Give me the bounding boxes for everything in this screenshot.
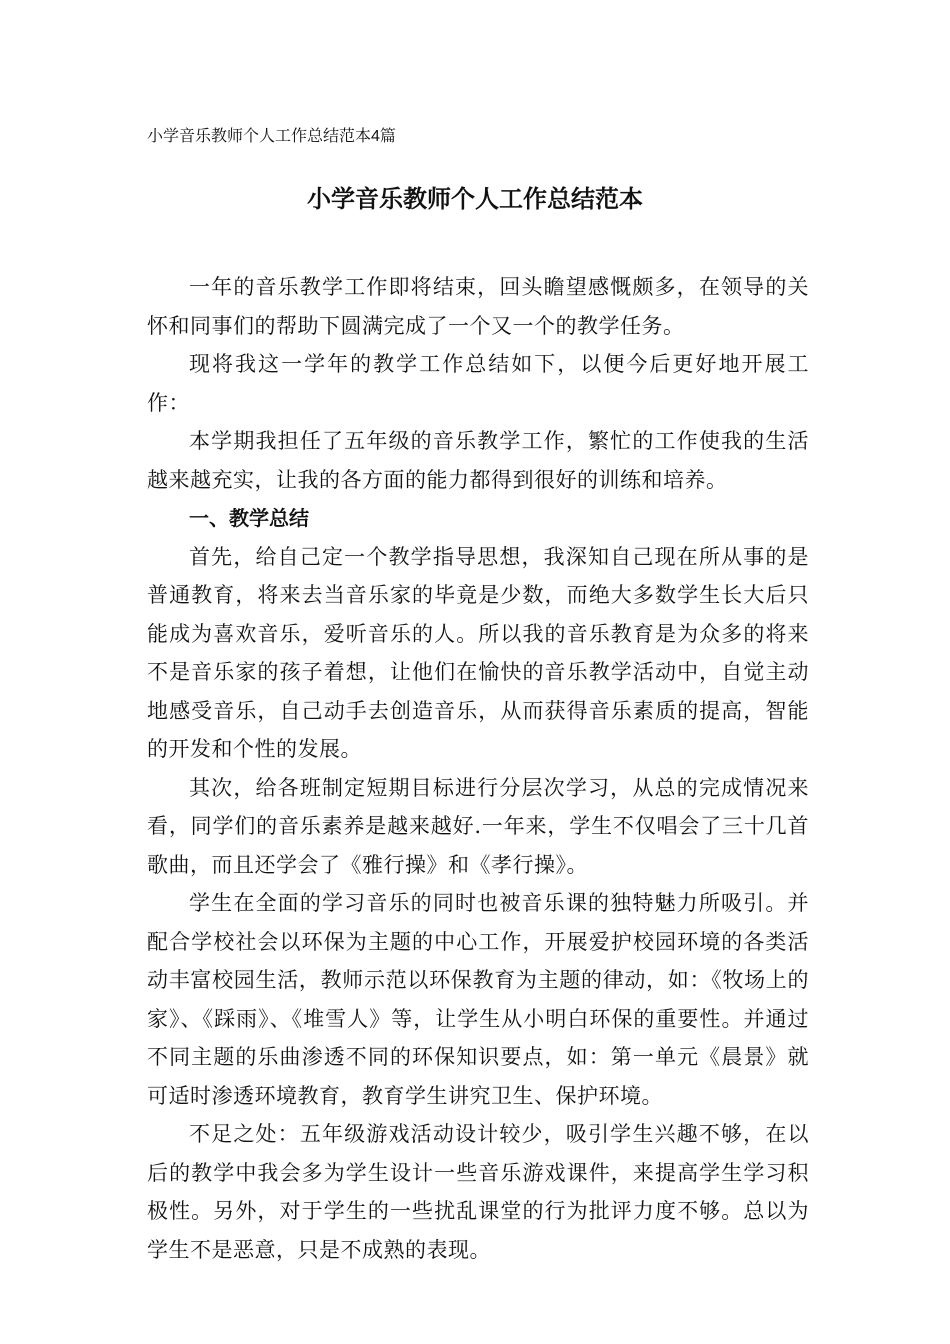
paragraph-shortcomings: 不足之处：五年级游戏活动设计较少，吸引学生兴趣不够，在以后的教学中我会多为学生设计一些音乐游戏课件，来提高学生学习积极性。另外，对于学生的一些扰乱课堂的行为批评力度不够。总以为学生不是恶意，只是不成熟的表现。 [147,1122,809,1262]
paragraph-class-goals: 其次，给各班制定短期目标进行分层次学习，从总的完成情况来看，同学们的音乐素养是越来越好.一年来，学生不仅唱会了三十几首歌曲，而且还学会了《雅行操》和《孝行操》。 [147,775,809,877]
paragraph-environmental-education: 学生在全面的学习音乐的同时也被音乐课的独特魅力所吸引。并配合学校社会以环保为主题的中心工作，开展爱护校园环境的各类活动丰富校园生活，教师示范以环保教育为主题的律动，如：《牧场上的家》、《踩雨》、《堆雪人》等，让学生从小明白环保的重要性。并通过不同主题的乐曲渗透不同的环保知识要点，如：第一单元《晨景》就可适时渗透环境教育，教育学生讲究卫生、保护环境。 [147,891,809,1108]
document-header-note: 小学音乐教师个人工作总结范本4篇 [147,128,396,145]
document-body [147,268,809,1269]
paragraph-intro: 一年的音乐教学工作即将结束，回头瞻望感慨颇多，在领导的关怀和同事们的帮助下圆满完成了一个又一个的教学任务。 [147,275,809,338]
paragraph-teaching-philosophy: 首先，给自己定一个教学指导思想，我深知自己现在所从事的是普通教育，将来去当音乐家的毕竟是少数，而绝大多数学生长大后只能成为喜欢音乐，爱听音乐的人。所以我的音乐教育是为众多的将来不是音乐家的孩子着想，让他们在愉快的音乐教学活动中，自觉主动地感受音乐，自己动手去创造音乐，从而获得音乐素质的提高，智能的开发和个性的发展。 [147,544,809,761]
paragraph-summary-lead: 现将我这一学年的教学工作总结如下，以便今后更好地开展工作： [147,352,809,415]
document-title: 小学音乐教师个人工作总结范本 [307,186,643,213]
section-heading-teaching-summary: 一、教学总结 [189,506,309,530]
paragraph-role: 本学期我担任了五年级的音乐教学工作，繁忙的工作使我的生活越来越充实，让我的各方面的能力都得到很好的训练和培养。 [147,429,809,492]
